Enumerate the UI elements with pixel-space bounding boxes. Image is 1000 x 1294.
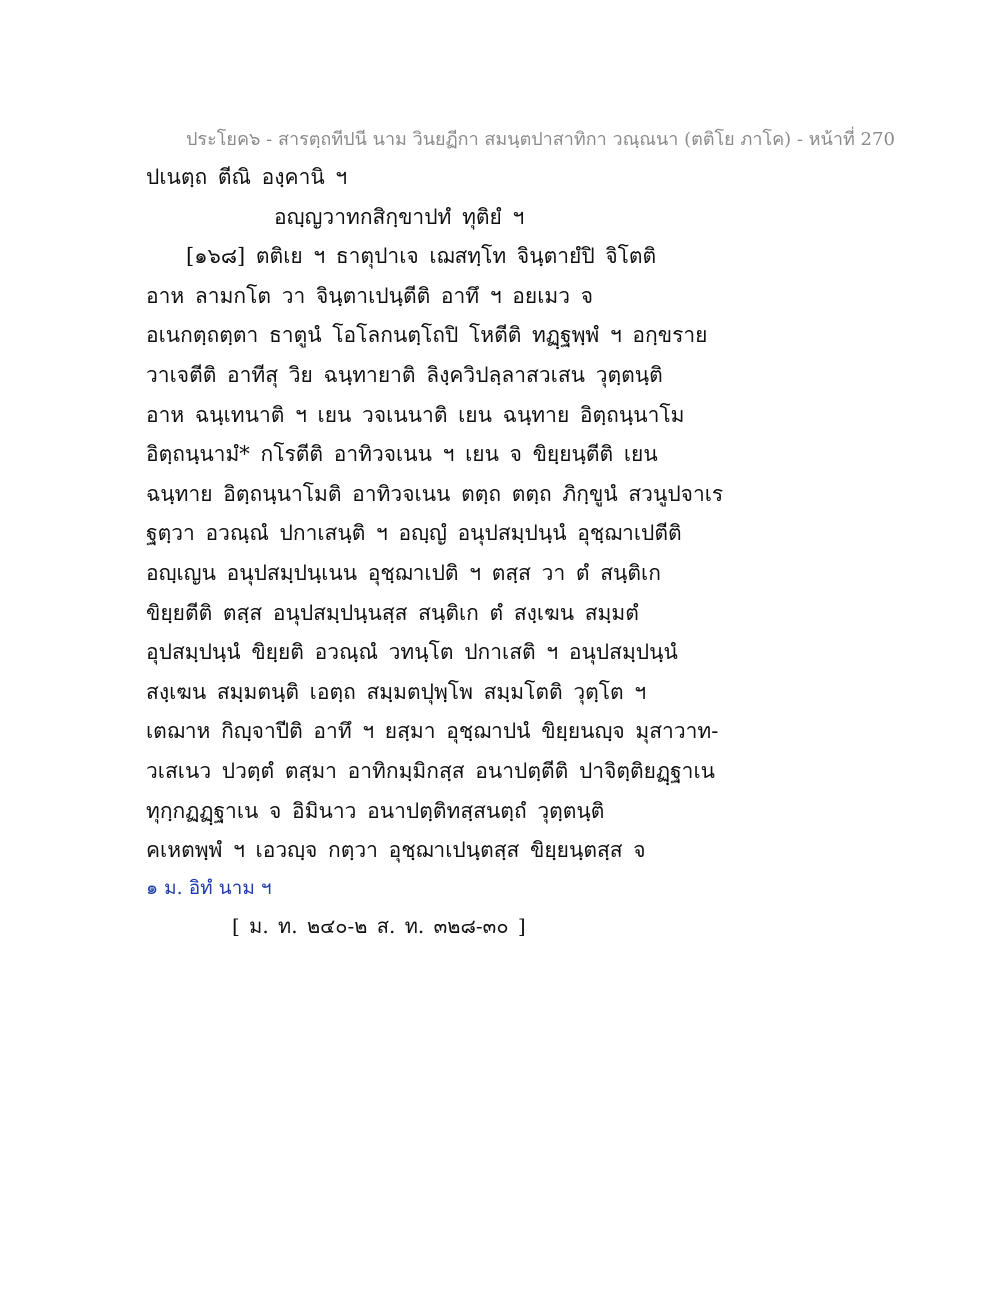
text-line: วาเจตีติ อาทีสุ วิย ฉนฺทายาติ ลิงฺควิปลฺลาสวเสน วุตฺตนฺติ — [146, 362, 663, 387]
text-line: ขิยฺยตีติ ตสฺส อนุปสมฺปนฺนสฺส สนฺติเก ตํ สงฺเฆน สมฺมตํ — [146, 600, 639, 625]
text-line: [๑๖๘] ตติเย ฯ ธาตุปาเจ เฌสทฺโท จินฺตายํปิ จิโตติ — [186, 244, 657, 269]
text-line: คเหตพฺพํ ฯ เอวญฺจ กตฺวา อุชฺฌาเปนฺตสฺส ขิยฺยนฺตสฺส จ — [146, 838, 646, 863]
footnote: ๑ ม. อิทํ นาม ฯ — [146, 877, 272, 899]
page-header: ประโยค๖ - สารตฺถทีปนี นาม วินยฏีกา สมนฺตปาสาทิกา วณฺณนา (ตติโย ภาโค) - หน้าที่ 270 — [186, 129, 895, 150]
text-line: ฉนฺทาย อิตฺถนฺนาโมติ อาทิวจเนน ตตฺถ ตตฺถ ภิกฺขูนํ สวนูปจาเร — [146, 481, 724, 506]
text-line: สงฺเฆน สมฺมตนฺติ เอตฺถ สมฺมตปุพฺโพ สมฺมโตติ วุตฺโต ฯ — [146, 679, 647, 704]
text-line: อิตฺถนฺนามํ* กโรตีติ อาทิวจเนน ฯ เยน จ ขิยฺยนฺตีติ เยน — [146, 442, 658, 467]
text-line: อาห ลามกโต วา จินฺตาเปนฺตีติ อาทึ ฯ อยเมว จ — [146, 283, 593, 308]
text-line: วเสเนว ปวตฺตํ ตสฺมา อาทิกมฺมิกสฺส อนาปตฺตีติ ปาจิตฺติยฏฺฐาเน — [146, 758, 715, 783]
section-title: อญฺญวาทกสิกฺขาปทํ ทุติยํ ฯ — [274, 204, 525, 229]
page-reference: [ ม. ท. ๒๔๐-๒ ส. ท. ๓๒๘-๓๐ ] — [232, 914, 526, 938]
body-text — [146, 158, 866, 871]
text-line: อญฺเญน อนุปสมฺปนฺเนน อุชฺฌาเปติ ฯ ตสฺส วา ตํ สนฺติเก — [146, 560, 661, 585]
text-line: ปเนตฺถ ตีณิ องฺคานิ ฯ — [146, 165, 348, 189]
text-line: ทุกฺกฏฏฺฐาเน จ อิมินาว อนาปตฺติทสฺสนตฺถํ วุตฺตนฺติ — [146, 798, 605, 823]
text-line: ฐตฺวา อวณฺณํ ปกาเสนฺติ ฯ อญฺญํ อนุปสมฺปนฺนํ อุชฺฌาเปตีติ — [146, 521, 682, 546]
text-line: เตฌาห กิญฺจาปีติ อาทึ ฯ ยสฺมา อุชฺฌาปนํ ขิยฺยนญฺจ มุสาวาท- — [146, 719, 719, 744]
text-line: อาห ฉนฺเทนาติ ฯ เยน วจเนนาติ เยน ฉนฺทาย อิตฺถนฺนาโม — [146, 402, 685, 427]
text-line: อเนกตฺถตฺตา ธาตูนํ โอโลกนตฺโถปิ โหตีติ ทฏฺฐพฺพํ ฯ อกฺขราย — [146, 323, 708, 348]
text-line: อุปสมฺปนฺนํ ขิยฺยติ อวณฺณํ วทนฺโต ปกาเสติ ฯ อนุปสมฺปนฺนํ — [146, 640, 678, 665]
